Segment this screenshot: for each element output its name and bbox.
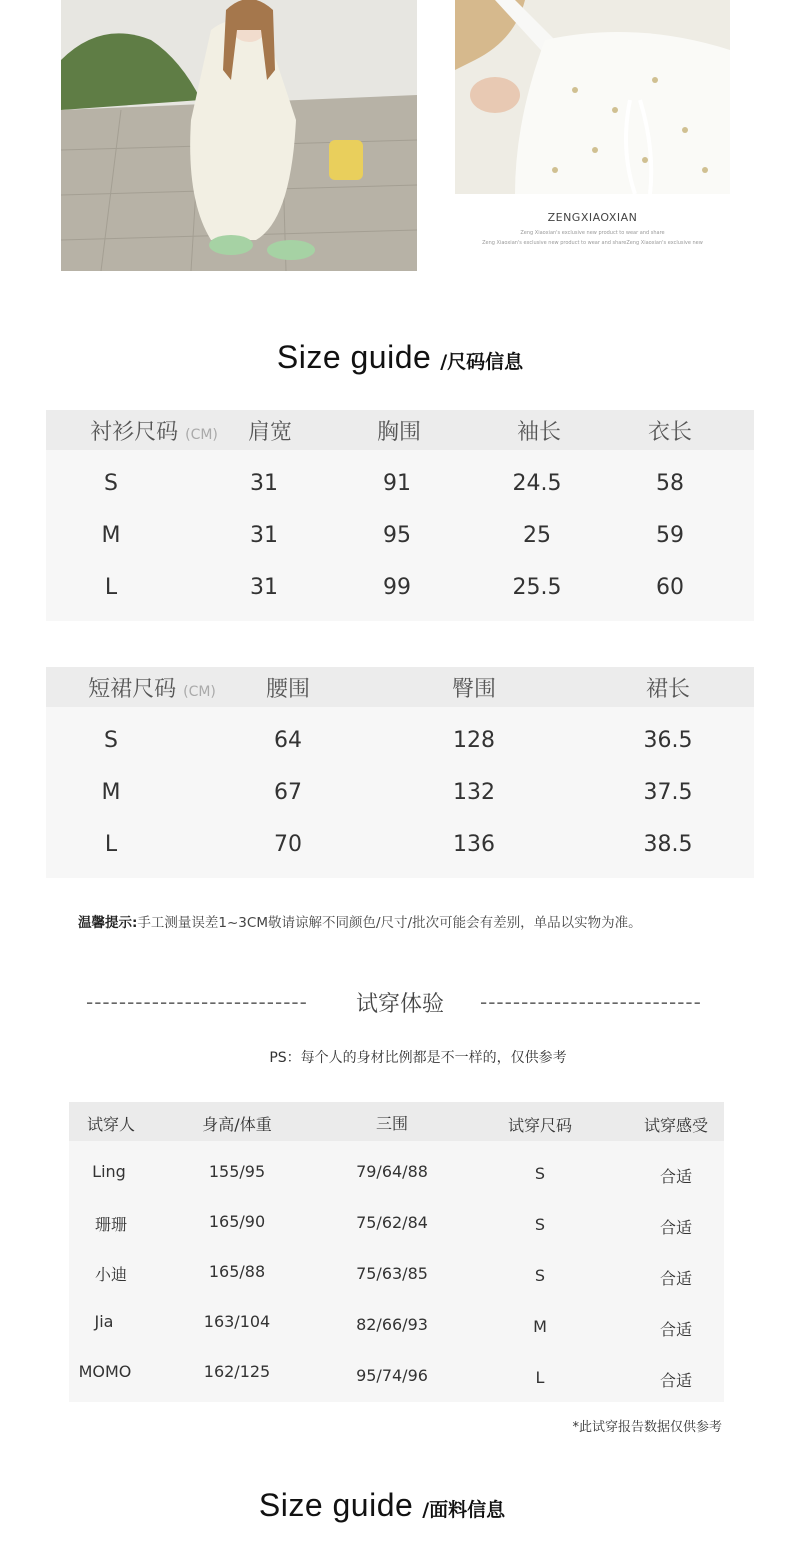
size-guide-heading bbox=[277, 339, 523, 376]
brand-tagline-1: Zeng Xiaoxian's exclusive new product to wear and share bbox=[520, 230, 665, 236]
divider-left: --------------------------- bbox=[86, 990, 308, 1014]
table-cell: 70 bbox=[274, 832, 302, 857]
table-cell: M bbox=[101, 780, 121, 805]
unit-label: (CM) bbox=[183, 684, 216, 700]
skirt-table-label: 短裙尺码 (CM) bbox=[88, 677, 216, 702]
shirt-size-table bbox=[46, 410, 754, 621]
table-cell: 95/74/96 bbox=[356, 1366, 428, 1385]
table-cell: 79/64/88 bbox=[356, 1162, 428, 1181]
table-cell: 合适 bbox=[659, 1371, 693, 1390]
skirt-size-table bbox=[46, 667, 754, 878]
table-cell: S bbox=[104, 728, 118, 753]
table-cell: 31 bbox=[250, 575, 278, 600]
divider-right: --------------------------- bbox=[480, 990, 702, 1014]
model-photo-illustration bbox=[61, 0, 417, 271]
table-cell: 67 bbox=[274, 780, 302, 805]
table-cell: L bbox=[104, 832, 118, 857]
try-on-ps: PS：每个人的身材比例都是不一样的，仅供参考 bbox=[269, 1050, 567, 1066]
table-cell: 75/62/84 bbox=[356, 1213, 428, 1232]
shirt-header-length: 衣长 bbox=[647, 420, 693, 445]
try-on-title: 试穿体验 bbox=[355, 992, 445, 1017]
fabric-guide-title: Size guide bbox=[258, 1487, 414, 1523]
try-on-table bbox=[69, 1102, 724, 1402]
notice-label: 温馨提示: bbox=[78, 915, 138, 931]
table-cell: 91 bbox=[383, 471, 411, 496]
table-cell: 99 bbox=[383, 575, 411, 600]
fabric-info-heading bbox=[259, 1487, 505, 1524]
table-cell: Ling bbox=[92, 1162, 126, 1181]
table-cell: 64 bbox=[274, 728, 302, 753]
table-cell: 25.5 bbox=[512, 575, 562, 600]
table-cell: 60 bbox=[656, 575, 684, 600]
report-footnote: *此试穿报告数据仅供参考 bbox=[572, 1420, 722, 1435]
unit-label: (CM) bbox=[185, 427, 218, 443]
table-cell: 小迪 bbox=[94, 1265, 128, 1284]
shirt-header-shoulder: 肩宽 bbox=[247, 420, 293, 445]
header-measurements: 三围 bbox=[375, 1114, 409, 1133]
table-cell: 165/90 bbox=[208, 1212, 266, 1231]
table-cell: S bbox=[104, 471, 118, 496]
table-cell: L bbox=[104, 575, 118, 600]
table-cell: 31 bbox=[250, 471, 278, 496]
table-cell: L bbox=[535, 1368, 545, 1387]
table-cell: 163/104 bbox=[203, 1312, 271, 1331]
shirt-header-chest: 胸围 bbox=[376, 420, 422, 445]
table-cell: 75/63/85 bbox=[356, 1264, 428, 1283]
table-cell: 24.5 bbox=[512, 471, 562, 496]
table-cell: S bbox=[534, 1215, 546, 1234]
table-cell: 165/88 bbox=[208, 1262, 266, 1281]
fabric-guide-subtitle: /面料信息 bbox=[422, 1499, 506, 1521]
table-cell: 合适 bbox=[659, 1167, 693, 1186]
table-cell: 82/66/93 bbox=[356, 1315, 428, 1334]
table-cell: 珊珊 bbox=[94, 1215, 128, 1234]
measurement-notice bbox=[78, 911, 642, 931]
header-size: 试穿尺码 bbox=[507, 1116, 573, 1135]
table-cell: M bbox=[101, 523, 121, 548]
table-cell: 132 bbox=[453, 780, 495, 805]
table-cell: 136 bbox=[453, 832, 495, 857]
table-cell: 合适 bbox=[659, 1320, 693, 1339]
brand-tagline-2: Zeng Xiaoxian's exclusive new product to wear and shareZeng Xiaoxian's exclusive new bbox=[482, 240, 703, 246]
table-cell: 合适 bbox=[659, 1269, 693, 1288]
header-feeling: 试穿感受 bbox=[643, 1116, 709, 1135]
shirt-table-label: 衬衫尺码 (CM) bbox=[90, 420, 218, 445]
table-cell: 36.5 bbox=[643, 728, 693, 753]
table-cell: S bbox=[534, 1266, 546, 1285]
table-cell: 155/95 bbox=[208, 1162, 266, 1181]
skirt-header-waist: 腰围 bbox=[265, 677, 311, 702]
table-cell: 25 bbox=[523, 523, 551, 548]
table-cell: M bbox=[533, 1317, 547, 1336]
table-cell: MOMO bbox=[78, 1362, 132, 1381]
skirt-header-length: 裙长 bbox=[645, 677, 691, 702]
detail-photo-illustration bbox=[455, 0, 730, 194]
header-tester: 试穿人 bbox=[86, 1115, 136, 1134]
table-cell: 128 bbox=[453, 728, 495, 753]
notice-text: 手工测量误差1~3CM敬请谅解不同颜色/尺寸/批次可能会有差别，单品以实物为准。 bbox=[137, 915, 642, 931]
table-cell: S bbox=[534, 1164, 546, 1183]
table-cell: 31 bbox=[250, 523, 278, 548]
brand-name: ZENGXIAOXIAN bbox=[547, 211, 638, 224]
shirt-header-sleeve: 袖长 bbox=[516, 420, 562, 445]
table-cell: 95 bbox=[383, 523, 411, 548]
table-cell: 37.5 bbox=[643, 780, 693, 805]
table-cell: 合适 bbox=[659, 1218, 693, 1237]
model-photo bbox=[61, 0, 417, 271]
header-height-weight: 身高/体重 bbox=[202, 1115, 272, 1134]
table-cell: 59 bbox=[656, 523, 684, 548]
table-cell: 38.5 bbox=[643, 832, 693, 857]
detail-photo bbox=[455, 0, 730, 194]
size-guide-subtitle: /尺码信息 bbox=[440, 351, 524, 373]
table-cell: Jia bbox=[94, 1312, 114, 1331]
size-guide-title: Size guide bbox=[276, 339, 432, 375]
table-cell: 58 bbox=[656, 471, 684, 496]
skirt-header-hip: 臀围 bbox=[451, 677, 497, 702]
table-cell: 162/125 bbox=[203, 1362, 271, 1381]
